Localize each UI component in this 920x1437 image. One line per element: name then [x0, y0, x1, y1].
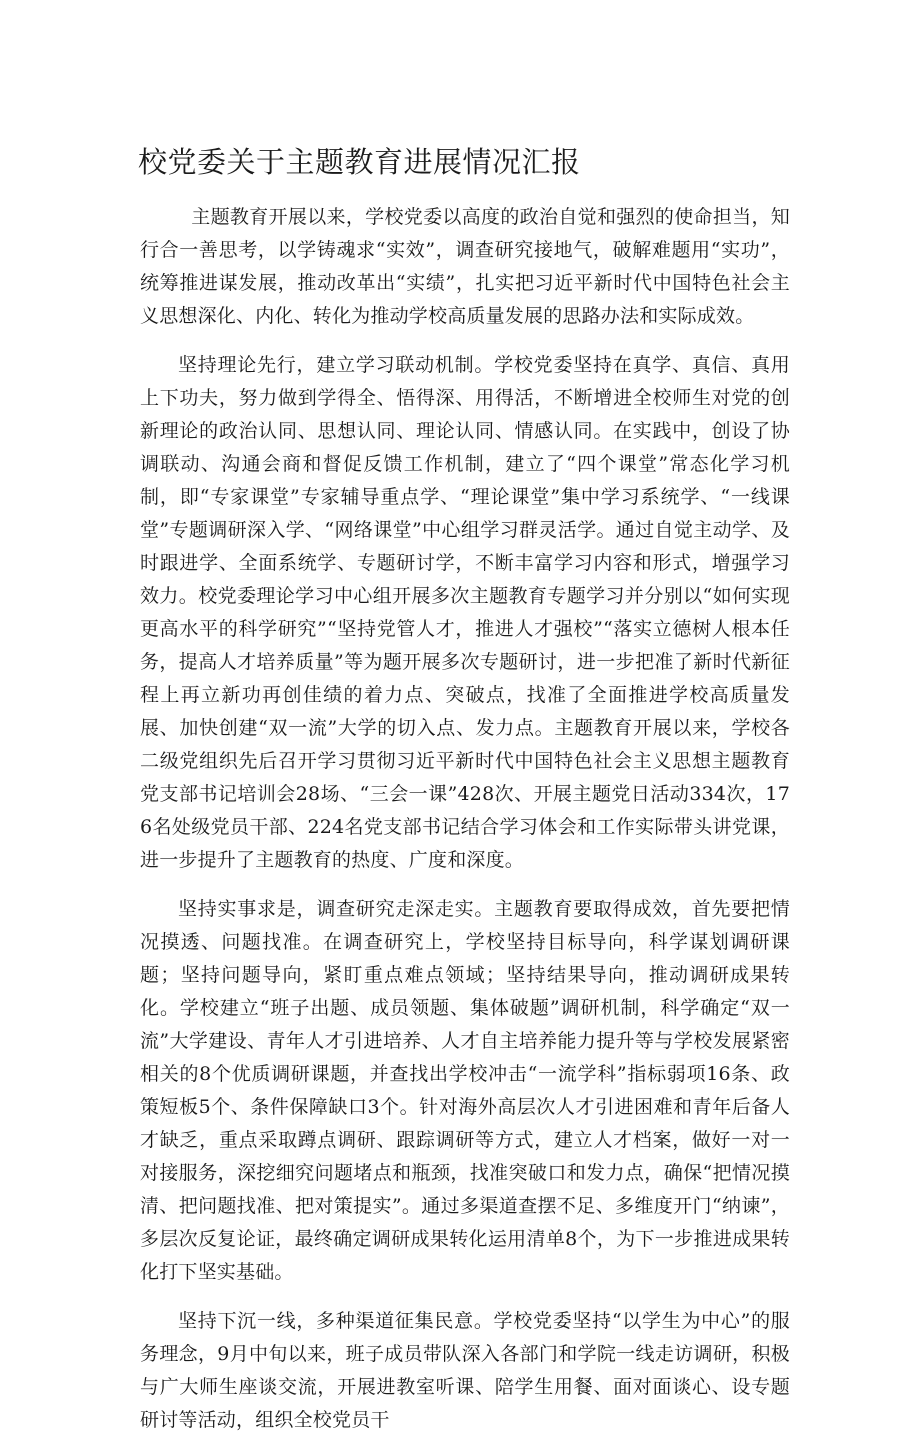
- paragraph-theory-study: 坚持理论先行，建立学习联动机制。学校党委坚持在真学、真信、真用上下功夫，努力做到学得全、悟得深、用得活，不断增进全校师生对党的创新理论的政治认同、思想认同、理论认同、情感认同。在实践中，创设了协调联动、沟通会商和督促反馈工作机制，建立了“四个课堂”常态化学习机制，即“专家课堂”专家辅导重点学、“理论课堂”集中学习系统学、“一线课堂”专题调研深入学、“网络课堂”中心组学习群灵活学。通过自觉主动学、及时跟进学、全面系统学、专题研讨学，不断丰富学习内容和形式，增强学习效力。校党委理论学习中心组开展多次主题教育专题学习并分别以“如何实现更高水平的科学研究”“坚持党管人才，推进人才强校”“落实立德树人根本任务，提高人才培养质量”等为题开展多次专题研讨，进一步把准了新时代新征程上再立新功再创佳绩的着力点、突破点，找准了全面推进学校高质量发展、加快创建“双一流”大学的切入点、发力点。主题教育开展以来，学校各二级党组织先后召开学习贯彻习近平新时代中国特色社会主义思想主题教育党支部书记培训会28场、“三会一课”428次、开展主题党日活动334次，176名处级党员干部、224名党支部书记结合学习体会和工作实际带头讲党课，进一步提升了主题教育的热度、广度和深度。: [140, 354, 790, 871]
- document-title: 校党委关于主题教育进展情况汇报: [138, 145, 581, 179]
- document-body: [140, 201, 790, 1437]
- paragraph-intro: 主题教育开展以来，学校党委以高度的政治自觉和强烈的使命担当，知行合一善思考，以学铸魂求“实效”，调查研究接地气，破解难题用“实功”，统筹推进谋发展，推动改革出“实绩”，扎实把习近平新时代中国特色社会主义思想深化、内化、转化为推动学校高质量发展的思路办法和实际成效。: [140, 206, 790, 327]
- paragraph-investigation: 坚持实事求是，调查研究走深走实。主题教育要取得成效，首先要把情况摸透、问题找准。在调查研究上，学校坚持目标导向，科学谋划调研课题；坚持问题导向，紧盯重点难点领域；坚持结果导向，推动调研成果转化。学校建立“班子出题、成员领题、集体破题”调研机制，科学确定“双一流”大学建设、青年人才引进培养、人才自主培养能力提升等与学校发展紧密相关的8个优质调研课题，并查找出学校冲击“一流学科”指标弱项16条、政策短板5个、条件保障缺口3个。针对海外高层次人才引进困难和青年后备人才缺乏，重点采取蹲点调研、跟踪调研等方式，建立人才档案，做好一对一对接服务，深挖细究问题堵点和瓶颈，找准突破口和发力点，确保“把情况摸清、把问题找准、把对策提实”。通过多渠道查摆不足、多维度开门“纳谏”，多层次反复论证，最终确定调研成果转化运用清单8个，为下一步推进成果转化打下坚实基础。: [140, 898, 790, 1283]
- paragraph-grassroots: 坚持下沉一线，多种渠道征集民意。学校党委坚持“以学生为中心”的服务理念，9月中旬以来，班子成员带队深入各部门和学院一线走访调研，积极与广大师生座谈交流，开展进教室听课、陪学生用餐、面对面谈心、设专题研讨等活动，组织全校党员干: [140, 1310, 790, 1431]
